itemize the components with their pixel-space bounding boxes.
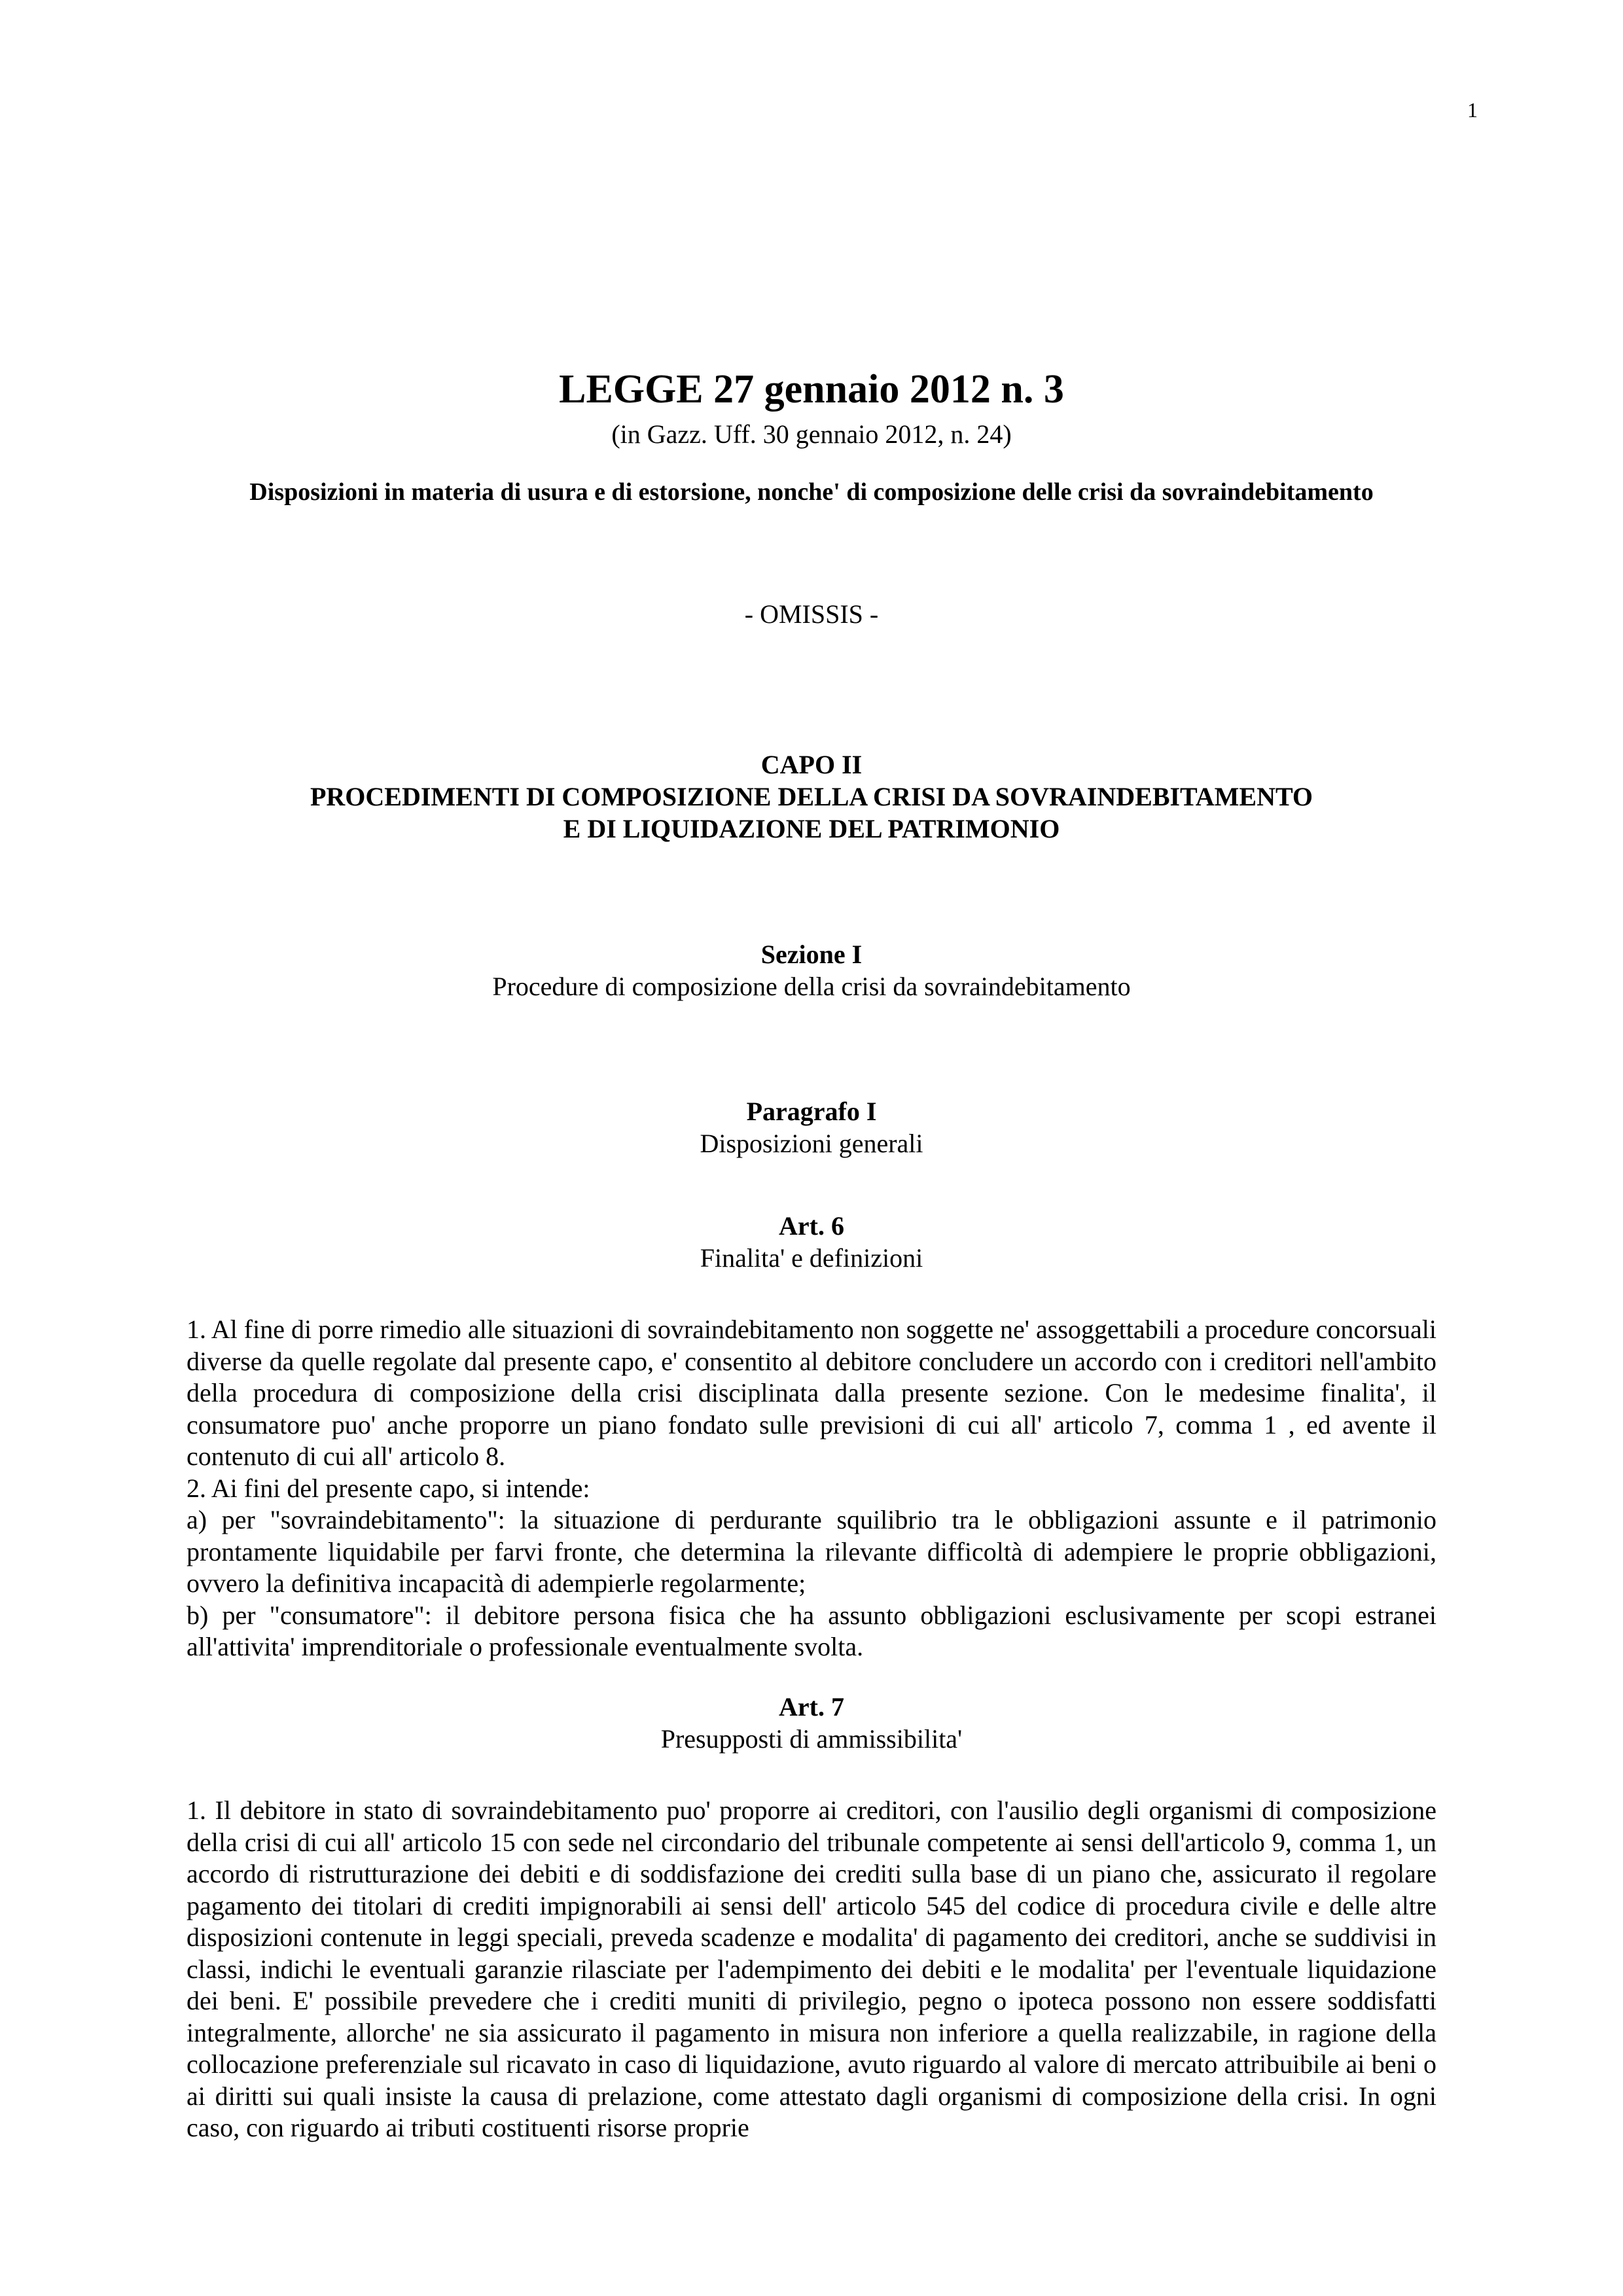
article-7-heading: [187, 1691, 1436, 1756]
capo-label: CAPO II: [760, 750, 863, 779]
article-paragraph: 1. Il debitore in stato di sovraindebitamento puo' proporre ai creditori, con l'ausilio degli organismi di composizione della crisi di cui all' articolo 15 con sede nel circondario del tribunale competente ai sensi dell'articolo 9, comma 1, un accordo di ristrutturazione dei debiti e di soddisfazione dei crediti sulla base di un piano che, assicurato il regolare pagamento dei titolari di crediti impignorabili ai sensi dell' articolo 545 del codice di procedura civile e delle altre disposizioni contenute in leggi speciali, preveda scadenze e modalita' di pagamento dei creditori, anche se suddivisi in classi, indichi le eventuali garanzie rilasciate per l'adempimento dei debiti e le modalita' per l'eventuale liquidazione dei beni. E' possibile prevedere che i crediti muniti di privilegio, pegno o ipoteca possono non essere soddisfatti integralmente, allorche' ne sia assicurato il pagamento in misura non inferiore a quella realizzabile, in ragione della collocazione preferenziale sul ricavato in caso di liquidazione, avuto riguardo al valore di mercato attribuibile ai beni o ai diritti sui quali insiste la causa di prelazione, come attestato dagli organismi di composizione della crisi. In ogni caso, con riguardo ai tributi costituenti risorse proprie: [187, 1795, 1436, 2142]
article-label: Art. 6: [779, 1211, 844, 1241]
article-paragraph: 2. Ai fini del presente capo, si intende:: [187, 1473, 590, 1503]
capo-title-line-1: PROCEDIMENTI DI COMPOSIZIONE DELLA CRISI DA SOVRAINDEBITAMENTO: [310, 781, 1313, 811]
article-title: Finalita' e definizioni: [700, 1243, 923, 1273]
sezione-heading: [187, 939, 1436, 1003]
law-title: LEGGE 27 gennaio 2012 n. 3: [559, 367, 1064, 412]
omissis-marker: - OMISSIS -: [744, 599, 879, 629]
paragrafo-title: Disposizioni generali: [700, 1128, 923, 1158]
capo-title-line-2: E DI LIQUIDAZIONE DEL PATRIMONIO: [563, 813, 1060, 843]
paragrafo-label: Paragrafo I: [746, 1097, 877, 1126]
article-label: Art. 7: [779, 1692, 844, 1722]
article-paragraph: a) per "sovraindebitamento": la situazione di perdurante squilibrio tra le obbligazioni assunte e il patrimonio prontamente liquidabile per farvi fronte, che determina la rilevante difficoltà di adempiere le proprie obbligazioni, ovvero la definitiva incapacità di adempierle regolarmente;: [187, 1505, 1436, 1598]
article-7-body: [187, 1795, 1436, 2144]
sezione-title: Procedure di composizione della crisi da sovraindebitamento: [492, 971, 1131, 1001]
sezione-label: Sezione I: [760, 940, 863, 969]
article-6-body: [187, 1314, 1436, 1663]
paragrafo-heading: [187, 1096, 1436, 1160]
page-number: 1: [1467, 98, 1478, 122]
article-paragraph: b) per "consumatore": il debitore persona fisica che ha assunto obbligazioni esclusivamente per scopi estranei all'attivita' imprenditoriale o professionale eventualmente svolta.: [187, 1600, 1436, 1661]
article-title: Presupposti di ammissibilita': [660, 1723, 963, 1754]
article-6-heading: [187, 1210, 1436, 1275]
gazette-reference: (in Gazz. Uff. 30 gennaio 2012, n. 24): [611, 419, 1012, 449]
capo-heading: [187, 749, 1436, 845]
law-subject: Disposizioni in materia di usura e di estorsione, nonche' di composizione delle crisi da sovraindebitamento: [249, 478, 1374, 506]
article-paragraph: 1. Al fine di porre rimedio alle situazioni di sovraindebitamento non soggette ne' assoggettabili a procedure concorsuali diverse da quelle regolate dal presente capo, e' consentito al debitore concludere un accordo con i creditori nell'ambito della procedura di composizione della crisi disciplinata dalla presente sezione. Con le medesime finalita', il consumatore puo' anche proporre un piano fondato sulle previsioni di cui all' articolo 7, comma 1 , ed avente il contenuto di cui all' articolo 8.: [187, 1315, 1436, 1471]
